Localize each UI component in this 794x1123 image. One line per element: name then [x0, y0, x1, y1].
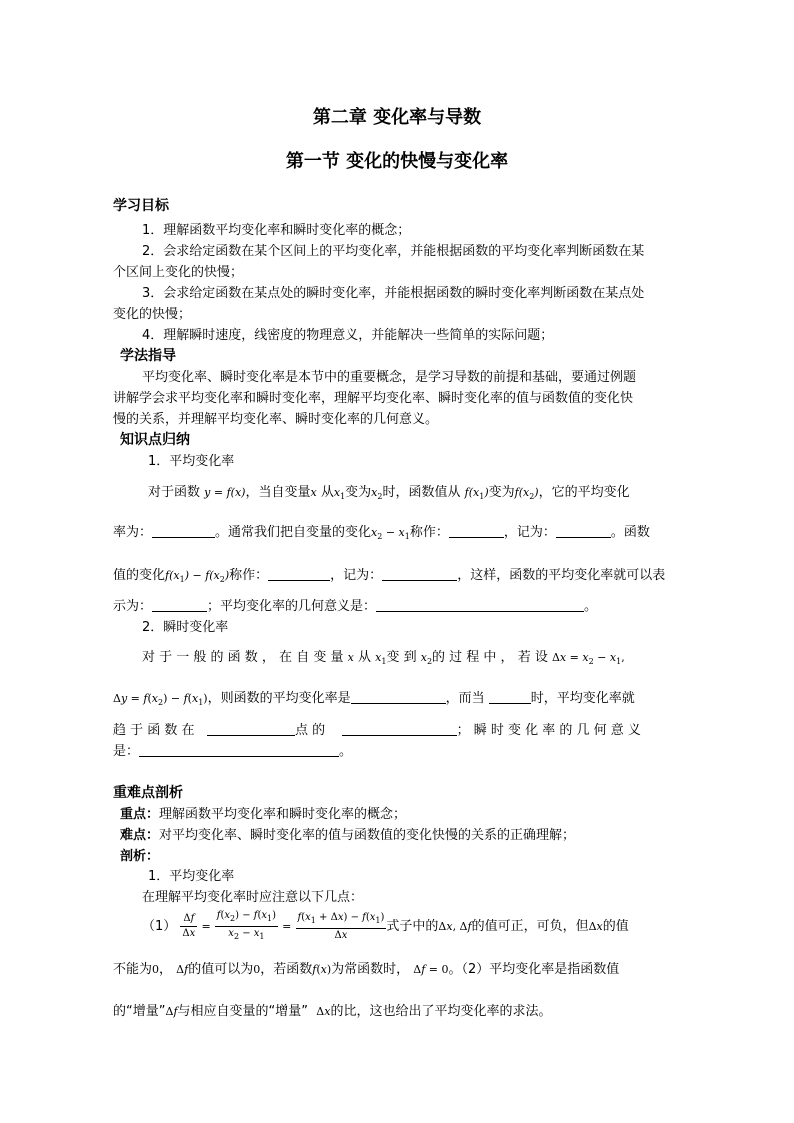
inst-rate-para-line-3: 趋 于 函 数 在 点 的 ； 瞬 时 变 化 率 的 几 何 意 义: [113, 723, 641, 738]
avg-rate-para-line-4: 示为： ；平均变化率的几何意义是： 。: [113, 599, 598, 614]
blank-avg-rate[interactable]: [152, 524, 215, 538]
blank-x-change-name[interactable]: [449, 524, 504, 538]
fraction-df-dx: $\frac{\Delta f}{\Delta x}$: [182, 913, 196, 939]
section-title: 第一节 变化的快慢与变化率: [285, 151, 509, 172]
avg-rate-para-line-1: 对于函数 y = f(x)，当自变量x 从$x_1$变为$x_2$时，函数值从 $f(x_1)$变为$f(x_2)$，它的平均变化: [148, 485, 630, 501]
blank-inst-rate-name[interactable]: [342, 722, 457, 736]
analysis-label: 剖析：: [120, 849, 160, 864]
key-point: 重点：理解函数平均变化率和瞬时变化率的概念；: [120, 807, 407, 822]
blank-inst-rate-geometric-meaning[interactable]: [139, 743, 339, 757]
blank-x-change-symbol[interactable]: [556, 524, 611, 538]
fraction-fx1dx-fx1: $\frac{f(x_1 + \Delta x) - f(x_1)}{\Delta x}$: [297, 911, 385, 941]
analysis-intro: 在理解平均变化率时应注意以下几点：: [142, 890, 364, 905]
chapter-title: 第二章 变化率与导数: [312, 107, 482, 128]
blank-avg-rate-geometric-meaning[interactable]: [376, 598, 584, 612]
blank-avg-rate-formula[interactable]: [351, 690, 446, 704]
analysis-point-1-line-1: （1） $\frac{\Delta f}{\Delta x}$ = $\frac{f(x_2) - f(x_1)}{x_2 - x_1}$ = $\frac{f(x_1 + \Delta x) - f(x_1)}{\Delta x}$ 式子中的Δx, Δf的值可正，可负，但Δx的值: [142, 907, 629, 947]
goal-1: 1．理解函数平均变化率和瞬时变化率的概念；: [142, 223, 411, 238]
goals-heading: 学习目标: [113, 198, 169, 214]
analysis-point-2-line: 的“增量”Δf与相应自变量的“增量” Δx的比，这也给出了平均变化率的求法。: [113, 1004, 552, 1019]
analysis-avg-rate-subheading: 1．平均变化率: [148, 869, 235, 884]
avg-rate-para-line-3: 值的变化$f(x_1) - f(x_2)$称作： ，记为： ，这样，函数的平均变化率就可以表: [113, 568, 666, 584]
avg-rate-subheading: 1．平均变化率: [148, 454, 235, 469]
blank-y-change-symbol[interactable]: [382, 567, 457, 581]
analysis-point-1-line-2: 不能为0， Δf的值可以为0，若函数f(x)为常函数时， Δf = 0。（2）平均变化率是指函数值: [113, 962, 620, 977]
goal-2-line-1: 2．会求给定函数在某个区间上的平均变化率，并能根据函数的平均变化率判断函数在某: [142, 244, 645, 259]
inst-rate-para-line-4: 是： 。: [113, 744, 353, 759]
avg-rate-para-line-2: 率为： 。通常我们把自变量的变化$x_2 - x_1$称作： ，记为： 。函数: [113, 525, 650, 541]
goal-4: 4．理解瞬时速度，线密度的物理意义，并能解决一些简单的实际问题；: [142, 328, 554, 343]
knowledge-heading: 知识点归纳: [120, 432, 190, 448]
method-line-3: 慢的关系，并理解平均变化率、瞬时变化率的几何意义。: [113, 412, 439, 427]
method-heading: 学法指导: [120, 348, 176, 364]
inst-rate-para-line-1: 对 于 一 般 的 函 数 ， 在 自 变 量 x 从 $x_1$变 到 $x_2$的 过 程 中 ， 若 设 $\Delta x = x_2 - x_1$,: [142, 650, 625, 666]
fraction-fx2-fx1: $\frac{f(x_2) - f(x_1)}{x_2 - x_1}$: [216, 910, 277, 941]
blank-y-change-name[interactable]: [268, 567, 330, 581]
analysis-heading: 重难点剖析: [113, 785, 183, 801]
goal-2-line-2: 个区间上变化的快慢；: [113, 265, 244, 280]
goal-3-line-2: 变化的快慢；: [113, 307, 192, 322]
goal-3-line-1: 3．会求给定函数在某点处的瞬时变化率，并能根据函数的瞬时变化率判断函数在某点处: [142, 286, 645, 301]
formula-y-eq-fx: y = f(x): [204, 486, 246, 499]
inst-rate-subheading: 2．瞬时变化率: [142, 620, 229, 635]
blank-point[interactable]: [207, 722, 295, 736]
method-line-1: 平均变化率、瞬时变化率是本节中的重要概念，是学习导数的前提和基础，要通过例题: [142, 370, 637, 385]
blank-delta-x-limit[interactable]: [489, 690, 531, 704]
inst-rate-para-line-2: $\Delta y = f(x_2) - f(x_1)$，则函数的平均变化率是 ，而当 时，平均变化率就: [113, 691, 635, 707]
difficult-point: 难点：对平均变化率、瞬时变化率的值与函数值的变化快慢的关系的正确理解；: [120, 828, 576, 843]
method-line-2: 讲解学会求平均变化率和瞬时变化率，理解平均变化率、瞬时变化率的值与函数值的变化快: [113, 391, 634, 406]
blank-avg-rate-expression[interactable]: [152, 598, 207, 612]
